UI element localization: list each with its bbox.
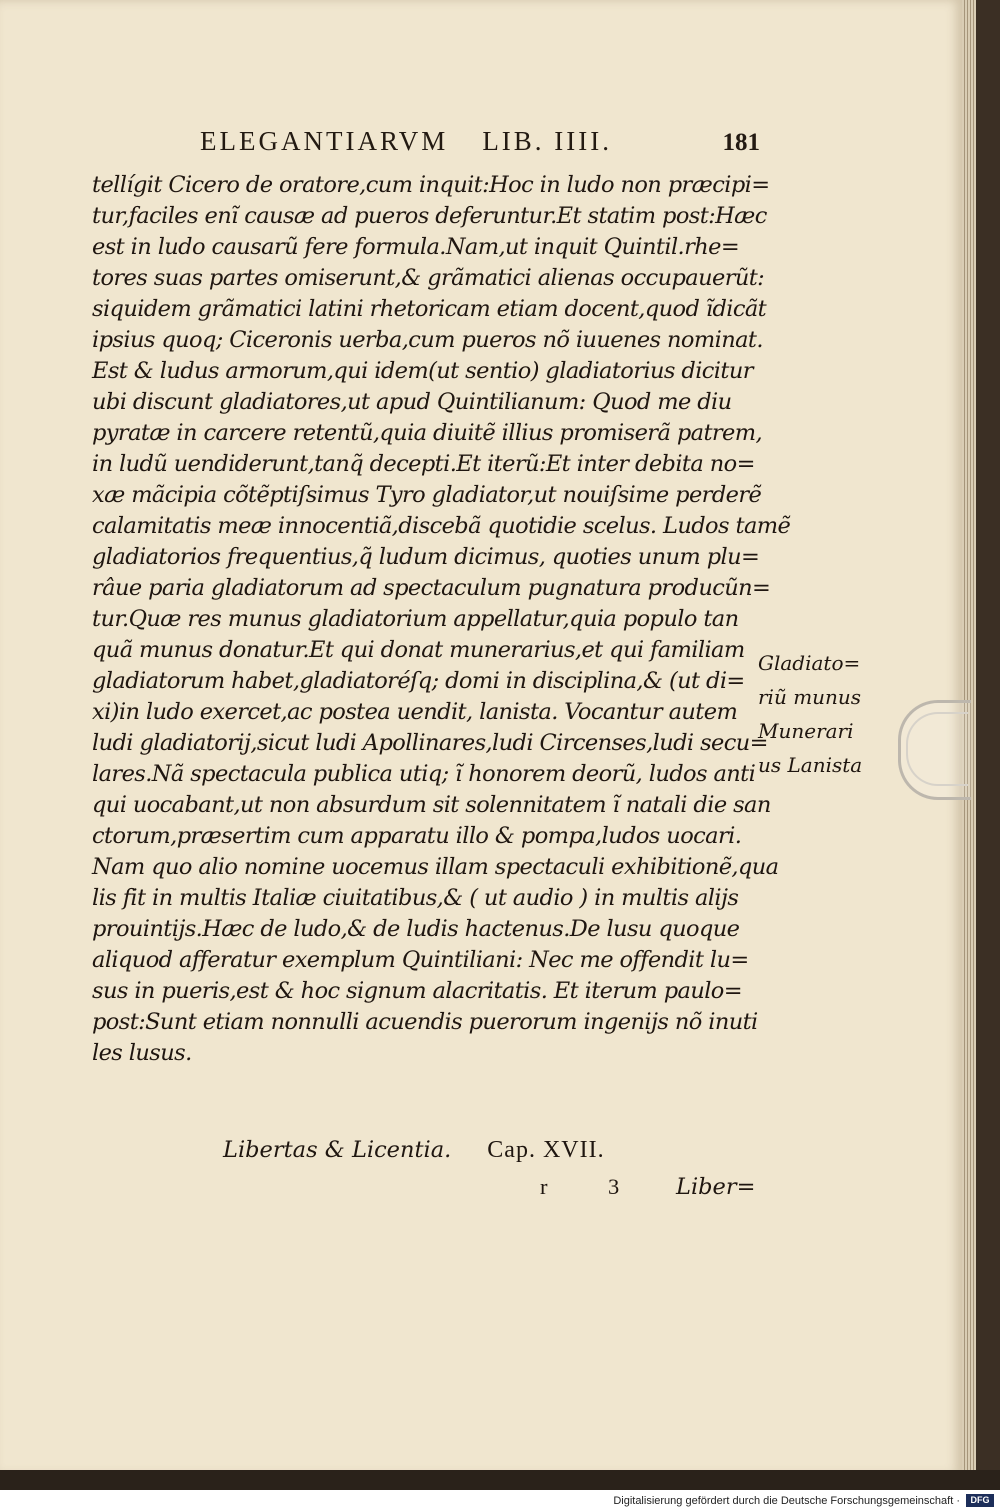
text-line: lares.Nã spectacula publica utiq; ĩ honorem deorũ, ludos anti [92,761,756,787]
signature-number: 3 [608,1174,620,1199]
text-line: tellígit Cicero de oratore,cum inquit:Hoc in ludo non præcipi= [92,172,770,198]
text-line: xi)in ludo exercet,ac postea uendit, lanista. Vocantur autem [92,699,738,725]
marginal-note-line: Munerari [758,719,854,743]
page-clip-inner [906,712,968,786]
text-line: les lusus. [92,1040,192,1066]
footer-bar [0,1492,1000,1511]
running-head [200,126,760,162]
text-line: post:Sunt etiam nonnulli acuendis puerorum ingenijs nõ inuti [92,1009,758,1035]
footer-credit: Digitalisierung gefördert durch die Deutsche Forschungsgemeinschaft · [613,1495,960,1507]
body-text [92,170,791,1069]
marginal-note-line: riũ munus [758,685,862,709]
chapter-number: Cap. XVII. [487,1137,605,1163]
text-line: sus in pueris,est & hoc signum alacritatis. Et iterum paulo= [92,978,743,1004]
running-head-book: LIB. IIII. [482,126,613,156]
marginal-note-line: Gladiato= [758,651,861,675]
signature-mark: r [540,1174,548,1199]
bottom-shadow [0,1470,1000,1490]
text-line: ludi gladiatorij,sicut ludi Apollinares,ludi Circenses,ludi secu= [92,730,768,756]
text-line: pyratæ in carcere retentũ,quia diuitẽ illius promiserã patrem, [92,420,763,446]
dfg-logo: DFG [966,1494,994,1507]
signature-line [540,1174,760,1208]
text-line: tur.Quæ res munus gladiatorium appellatur,quia populo tan [92,606,739,632]
marginal-notes [758,646,878,782]
text-line: Est & ludus armorum,qui idem(ut sentio) gladiatorius dicitur [92,358,753,384]
text-line: in ludũ uendiderunt,tanq̃ decepti.Et iterũ:Et inter debita no= [92,451,755,477]
marginal-note-line: us Lanista [758,753,863,777]
catchword: Liber= [676,1174,756,1200]
text-line: est in ludo causarũ fere formula.Nam,ut inquit Quintil.rhe= [92,234,740,260]
text-line: xæ mãcipia cõtẽptiſsimus Tyro gladiator,ut nouiſsime perderẽ [92,482,762,508]
text-line: gladiatorios frequentius,q̃ ludum dicimus, quoties unum plu= [92,544,760,570]
text-line: siquidem grãmatici latini rhetoricam etiam docent,quod ĩdicãt [92,296,767,322]
text-line: tur,faciles enĩ causæ ad pueros deferuntur.Et statim post:Hæc [92,203,767,229]
text-line: qui uocabant,ut non absurdum sit solennitatem ĩ natali die san [92,792,771,818]
text-line: râue paria gladiatorum ad spectaculum pugnatura producũn= [92,575,771,601]
text-line: tores suas partes omiserunt,& grãmatici alienas occupauerũt: [92,265,765,291]
running-head-title: ELEGANTIARVM [200,126,449,156]
chapter-heading [223,1137,743,1173]
text-line: ipsius quoq; Ciceronis uerba,cum pueros nõ iuuenes nominat. [92,327,763,353]
text-line: ubi discunt gladiatores,ut apud Quintilianum: Quod me diu [92,389,732,415]
chapter-title: Libertas & Licentia. [223,1137,452,1163]
text-line: quã munus donatur.Et qui donat munerarius,et qui familiam [92,637,745,663]
text-line: calamitatis meæ innocentiã,discebã quotidie scelus. Ludos tamẽ [92,513,791,539]
text-line: prouintijs.Hæc de ludo,& de ludis hactenus.De lusu quoque [92,916,740,942]
book-edge-shadow [976,0,1000,1490]
text-line: Nam quo alio nomine uocemus illam spectaculi exhibitionẽ,qua [92,854,779,880]
text-line: ctorum,præsertim cum apparatu illo & pompa,ludos uocari. [92,823,742,849]
page-number: 181 [722,129,760,156]
text-line: gladiatorum habet,gladiatoréſq; domi in disciplina,& (ut di= [92,668,745,694]
text-line: lis fit in multis Italiæ ciuitatibus,& ( ut audio ) in multis alijs [92,885,739,911]
text-line: aliquod afferatur exemplum Quintiliani: Nec me offendit lu= [92,947,749,973]
